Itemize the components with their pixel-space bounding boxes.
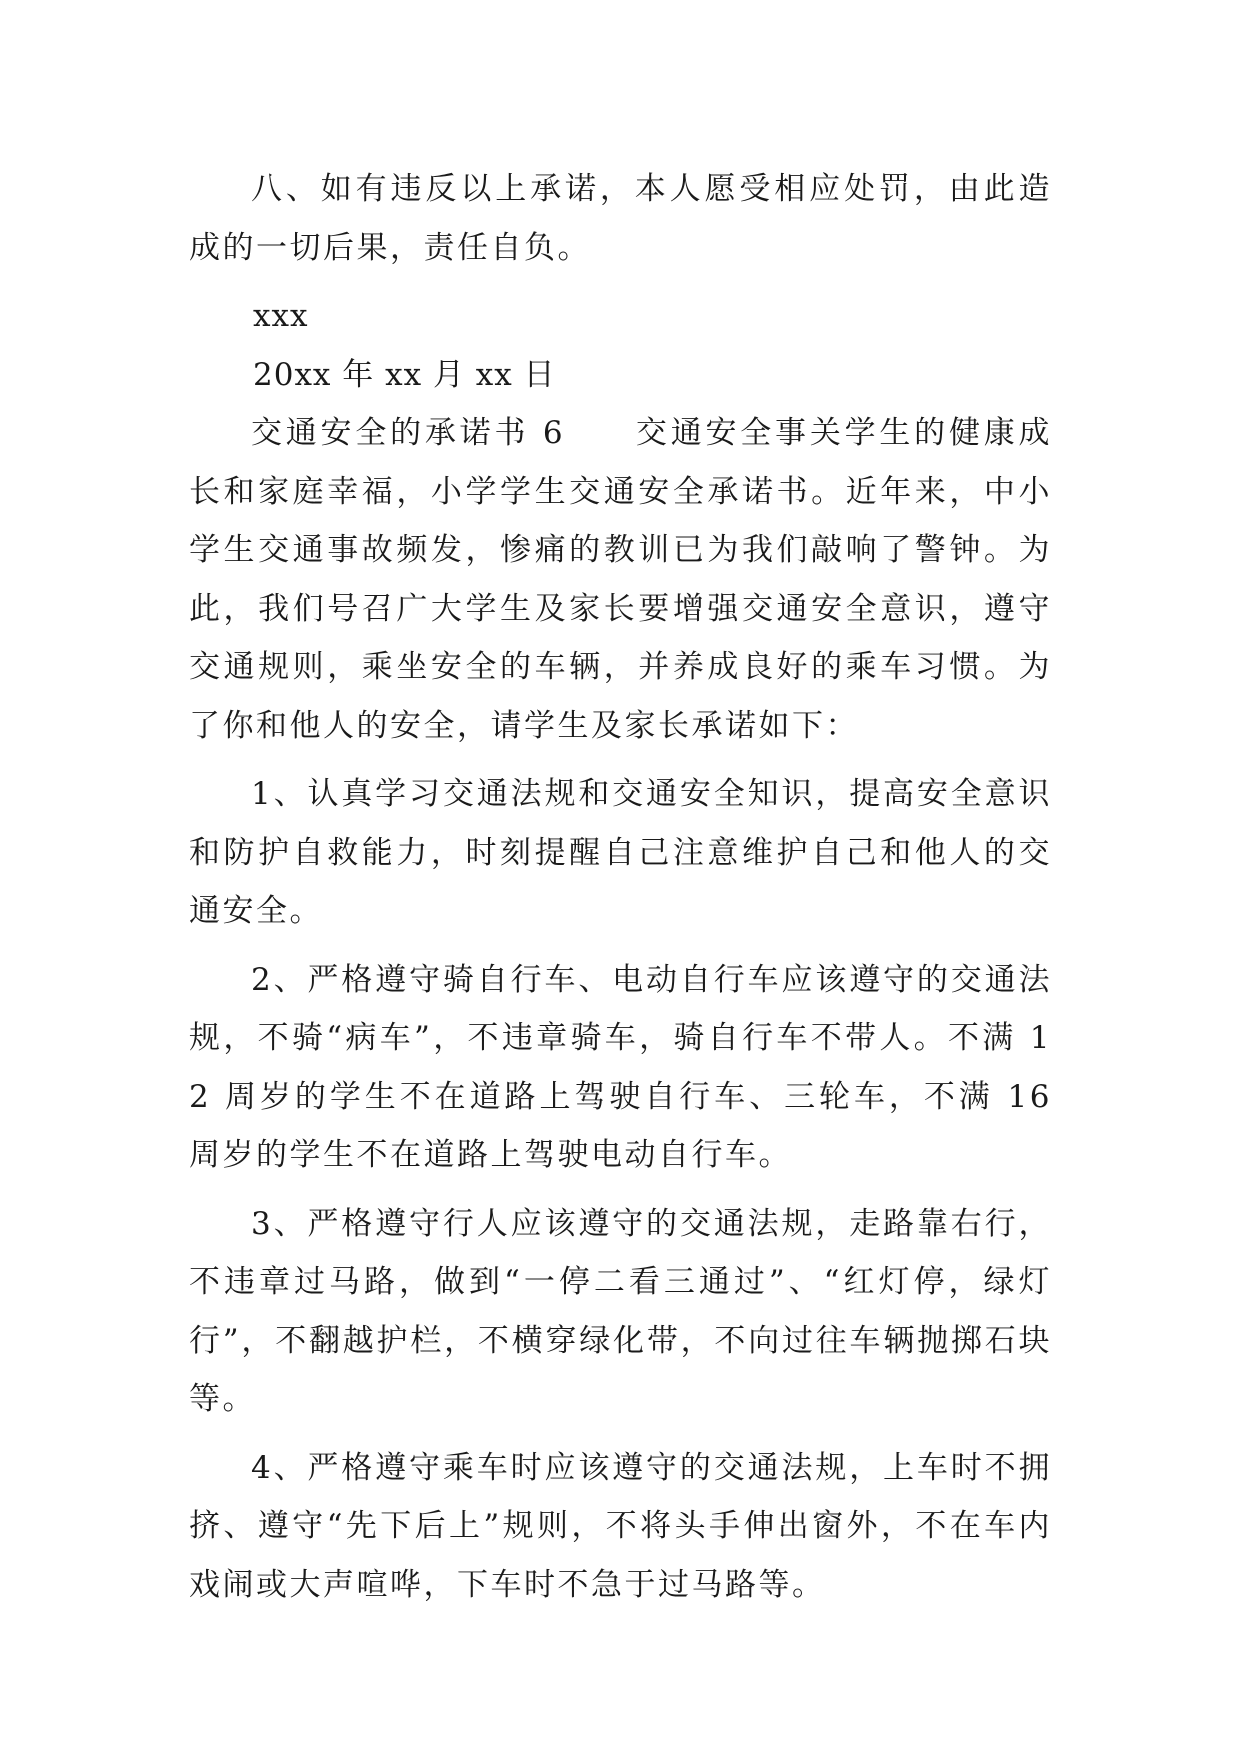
paragraph-penalty-clause: 八、如有违反以上承诺，本人愿受相应处罚，由此造成的一切后果，责任自负。 — [189, 171, 1052, 266]
pledge-item-4: 4、严格遵守乘车时应该遵守的交通法规，上车时不拥挤、遵守“先下后上”规则，不将头手伸出窗外，不在车内戏闹或大声喧哗，下车时不急于过马路等。 — [189, 1449, 1052, 1603]
document-body — [189, 160, 1052, 1614]
signature-name: xxx — [253, 298, 309, 334]
pledge-item-3: 3、严格遵守行人应该遵守的交通法规，走路靠右行，不违章过马路，做到“一停二看三通过”、“红灯停，绿灯行”，不翻越护栏，不横穿绿化带，不向过往车辆抛掷石块等。 — [189, 1205, 1052, 1417]
pledge-item-1: 1、认真学习交通法规和交通安全知识，提高安全意识和防护自救能力，时刻提醒自己注意维护自己和他人的交通安全。 — [189, 776, 1052, 929]
pledge-item-2: 2、严格遵守骑自行车、电动自行车应该遵守的交通法规，不骑“病车”，不违章骑车，骑自行车不带人。不满 12 周岁的学生不在道路上驾驶自行车、三轮车，不满 16 周岁的学生不在道路上驾驶电动自行车。 — [189, 961, 1052, 1173]
paragraph-pledge-intro: 交通安全的承诺书 6 交通安全事关学生的健康成长和家庭幸福，小学学生交通安全承诺书。近年来，中小学生交通事故频发，惨痛的教训已为我们敲响了警钟。为此，我们号召广大学生及家长要增强交通安全意识，遵守交通规则，乘坐安全的车辆，并养成良好的乘车习惯。为了你和他人的安全，请学生及家长承诺如下： — [189, 415, 1052, 744]
signature-date: 20xx 年 xx 月 xx 日 — [253, 356, 556, 393]
